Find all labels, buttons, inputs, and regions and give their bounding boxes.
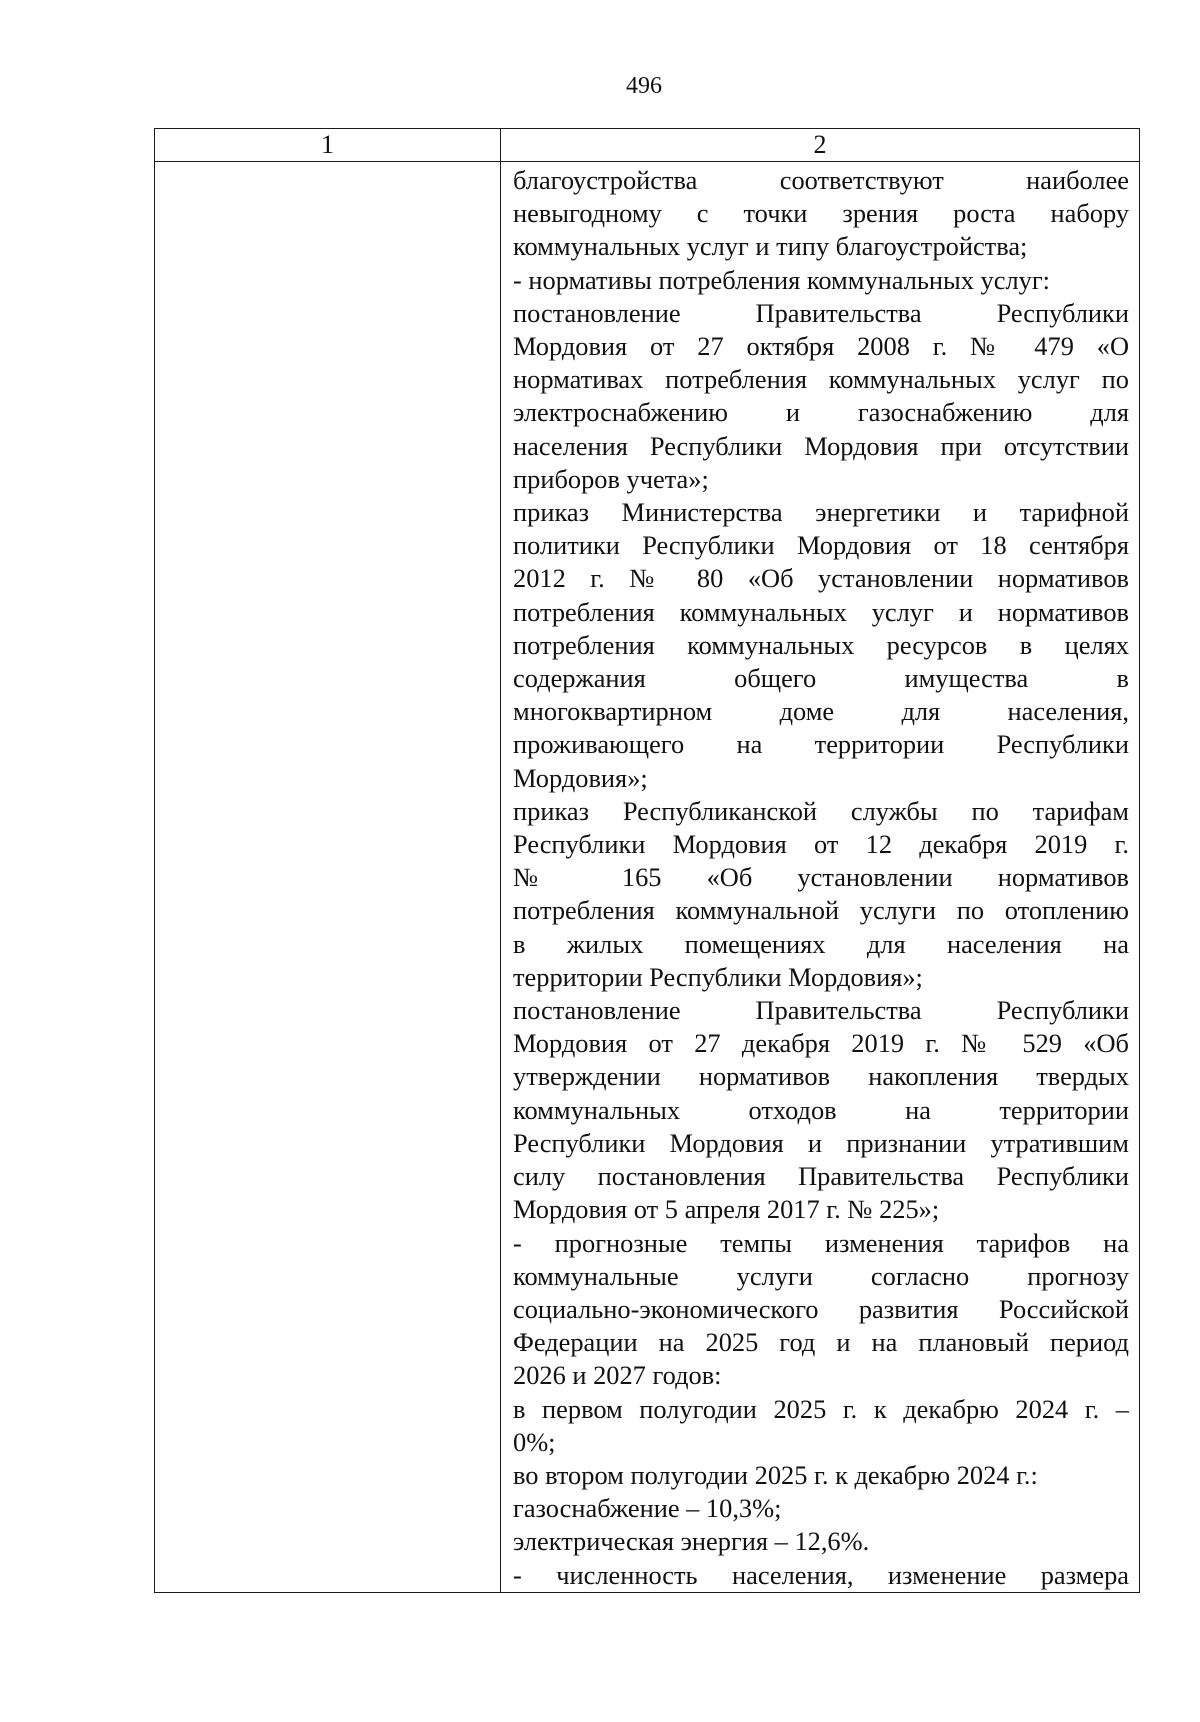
text-line: 2012 г. № 80 «Об установлении нормативов [513, 563, 1129, 594]
text-line: 2026 и 2027 годов: [513, 1360, 722, 1391]
text-line: приказ Министерства энергетики и тарифной [513, 497, 1129, 528]
text-line: № 165 «Об установлении нормативов [513, 862, 1129, 893]
text-line: Мордовия»; [513, 762, 648, 793]
text-line: коммунальные услуги согласно прогнозу [513, 1260, 1129, 1291]
text-line: Мордовия от 27 декабря 2019 г. № 529 «Об [513, 1028, 1129, 1059]
text-line: - численность населения, изменение размера [513, 1559, 1129, 1590]
text-line: территории Республики Мордовия»; [513, 961, 923, 992]
text-line: приказ Республиканской службы по тарифам [513, 795, 1129, 826]
text-line: проживающего на территории Республики [513, 729, 1129, 760]
text-line: электрическая энергия – 12,6%. [513, 1526, 870, 1557]
text-line: постановление Правительства Республики [513, 995, 1129, 1026]
column-1-cell [155, 162, 501, 1593]
document-table [154, 128, 1140, 1593]
text-line: благоустройства соответствуют наиболее [513, 165, 1129, 195]
text-line: постановление Правительства Республики [513, 297, 1129, 328]
column-header-2: 2 [501, 129, 1140, 162]
text-line: коммунальных услуг и типу благоустройства; [513, 231, 1028, 262]
text-line: Республики Мордовия от 12 декабря 2019 г. [513, 829, 1129, 860]
text-line: в жилых помещениях для населения на [513, 928, 1129, 959]
text-line: 0%; [513, 1426, 556, 1457]
text-line: Федерации на 2025 год и на плановый период [513, 1327, 1129, 1358]
text-line: во втором полугодии 2025 г. к декабрю 2024 г.: [513, 1459, 1038, 1490]
column-2-cell [501, 162, 1140, 1593]
table-header-row [155, 129, 1140, 162]
column-2-text [501, 162, 1139, 1592]
text-line: - нормативы потребления коммунальных услуг: [513, 264, 1050, 295]
column-header-1: 1 [155, 129, 501, 162]
text-line: приборов учета»; [513, 463, 709, 494]
text-line: потребления коммунальной услуги по отоплению [513, 895, 1129, 926]
text-line: утверждении нормативов накопления твердых [513, 1061, 1129, 1092]
text-line: многоквартирном доме для населения, [513, 696, 1129, 727]
text-line: политики Республики Мордовия от 18 сентября [513, 530, 1129, 561]
column-1-text [155, 162, 500, 164]
text-line: - прогнозные темпы изменения тарифов на [513, 1227, 1129, 1258]
text-line: Мордовия от 5 апреля 2017 г. № 225»; [513, 1194, 940, 1225]
text-line: в первом полугодии 2025 г. к декабрю 2024 г. – [513, 1393, 1129, 1424]
table-row [155, 162, 1140, 1593]
text-line: нормативах потребления коммунальных услуг по [513, 364, 1129, 395]
text-line: Республики Мордовия и признании утратившим [513, 1127, 1129, 1158]
text-line: коммунальных отходов на территории [513, 1094, 1129, 1125]
text-line: электроснабжению и газоснабжению для [513, 397, 1129, 428]
text-line: содержания общего имущества в [513, 663, 1129, 694]
text-line: населения Республики Мордовия при отсутствии [513, 430, 1129, 461]
text-line: потребления коммунальных ресурсов в целях [513, 629, 1129, 660]
text-line: потребления коммунальных услуг и нормативов [513, 596, 1129, 627]
text-line: социально-экономического развития Российской [513, 1293, 1129, 1324]
page-number: 496 [626, 73, 662, 99]
text-line: силу постановления Правительства Республики [513, 1161, 1129, 1192]
text-line: невыгодному с точки зрения роста набору [513, 198, 1129, 229]
text-line: Мордовия от 27 октября 2008 г. № 479 «О [513, 331, 1129, 362]
text-line: газоснабжение – 10,3%; [513, 1493, 782, 1524]
